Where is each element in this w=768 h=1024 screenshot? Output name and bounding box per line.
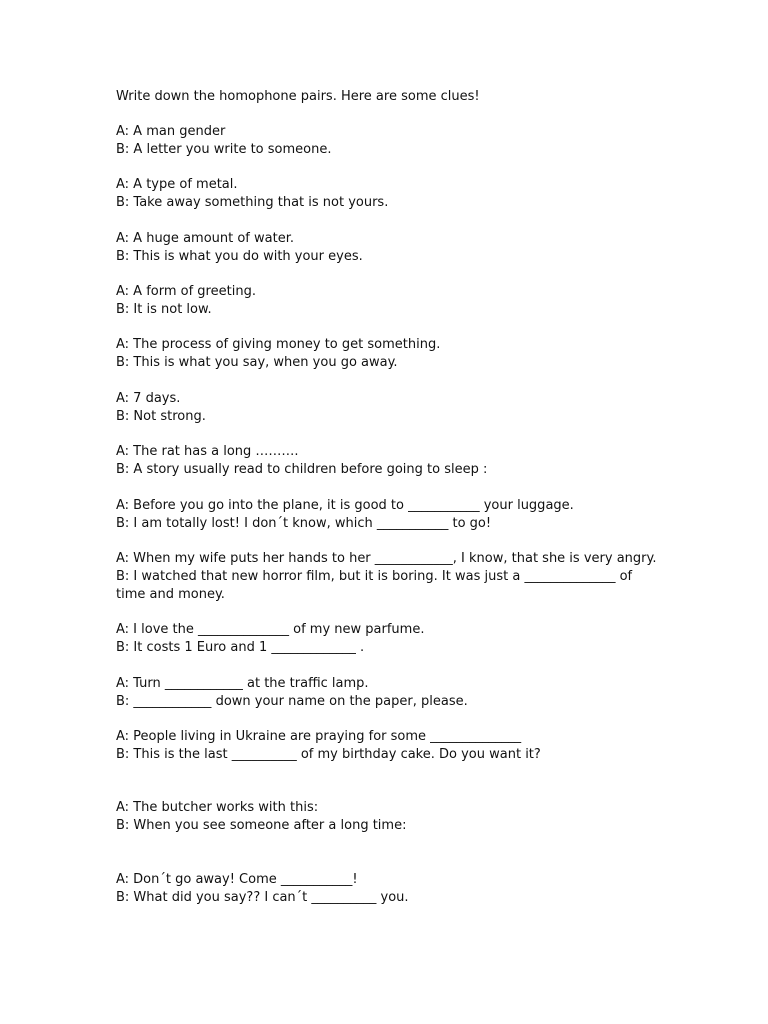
- clue-line: A: Turn ____________ at the traffic lamp.: [116, 676, 369, 691]
- clue-line: B: I watched that new horror film, but it is boring. It was just a ______________ of: [116, 569, 633, 584]
- clue-line: A: The rat has a long ……….: [116, 444, 299, 459]
- clue-line: B: A story usually read to children before going to sleep :: [116, 462, 488, 477]
- clue-line: A: A huge amount of water.: [116, 231, 294, 246]
- clue-line: B: Not strong.: [116, 409, 206, 424]
- clue-line: A: The butcher works with this:: [116, 800, 319, 815]
- clue-line: A: I love the ______________ of my new parfume.: [116, 622, 425, 637]
- clue-line: B: When you see someone after a long time:: [116, 818, 407, 833]
- clue-line: B: A letter you write to someone.: [116, 142, 332, 157]
- clue-line: B: Take away something that is not yours.: [116, 195, 389, 210]
- clue-line: A: A type of metal.: [116, 177, 238, 192]
- clue-line: A: People living in Ukraine are praying for some ______________: [116, 729, 522, 744]
- worksheet-instruction: Write down the homophone pairs. Here are some clues!: [116, 89, 480, 104]
- clue-line: A: A man gender: [116, 124, 226, 139]
- clue-line: B: This is the last __________ of my birthday cake. Do you want it?: [116, 747, 541, 762]
- clue-line: B: What did you say?? I can´t __________ you.: [116, 890, 409, 905]
- clue-line: A: Don´t go away! Come ___________!: [116, 872, 358, 887]
- clue-line: A: A form of greeting.: [116, 284, 256, 299]
- clue-line: time and money.: [116, 587, 225, 602]
- clue-line: A: 7 days.: [116, 391, 181, 406]
- clue-line: B: I am totally lost! I don´t know, which ___________ to go!: [116, 516, 492, 531]
- clue-line: B: This is what you say, when you go away.: [116, 355, 398, 370]
- clue-line: B: ____________ down your name on the paper, please.: [116, 694, 468, 709]
- clue-line: B: This is what you do with your eyes.: [116, 249, 363, 264]
- clue-line: A: The process of giving money to get something.: [116, 337, 441, 352]
- clue-line: A: When my wife puts her hands to her ____________, I know, that she is very angry.: [116, 551, 657, 566]
- clue-line: B: It costs 1 Euro and 1 _____________ .: [116, 640, 365, 655]
- clue-line: B: It is not low.: [116, 302, 212, 317]
- clue-line: A: Before you go into the plane, it is good to ___________ your luggage.: [116, 498, 574, 513]
